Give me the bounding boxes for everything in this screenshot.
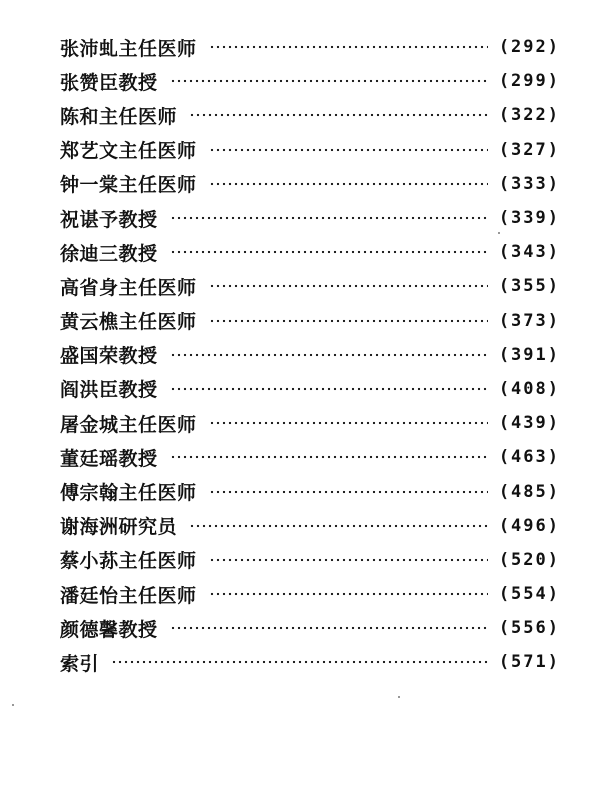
toc-entry[interactable]: [60, 543, 560, 577]
toc-entry-title: 张赞臣教授: [60, 71, 158, 94]
toc-entry-title: 高省身主任医师: [60, 276, 197, 299]
dot-leader: [189, 522, 488, 530]
dot-leader: [209, 419, 488, 427]
dot-leader: [111, 658, 488, 666]
dot-leader: [170, 248, 488, 256]
dot-leader: [209, 146, 488, 154]
toc-entry-page: (343): [498, 242, 560, 263]
toc-entry-title: 盛国荣教授: [60, 345, 158, 368]
dot-leader: [209, 488, 488, 496]
toc-entry-title: 陈和主任医师: [60, 105, 178, 128]
toc-entry[interactable]: [60, 64, 560, 98]
dot-leader: [170, 77, 488, 85]
toc-entry-page: (408): [498, 378, 560, 399]
toc-entry[interactable]: [60, 611, 560, 645]
dot-leader: [209, 43, 488, 51]
dot-leader: [170, 214, 488, 222]
scan-speck: [498, 232, 500, 234]
toc-entry-page: (485): [498, 481, 560, 502]
toc-entry-page: (322): [498, 105, 560, 126]
toc-entry-title: 徐迪三教授: [60, 242, 158, 265]
toc-entry-page: (439): [498, 413, 560, 434]
toc-entry-title: 颜德馨教授: [60, 618, 158, 641]
toc-entry-page: (520): [498, 549, 560, 570]
toc-entry-title: 阎洪臣教授: [60, 379, 158, 402]
toc-entry-title: 傅宗翰主任医师: [60, 482, 197, 505]
toc-entry-title: 钟一棠主任医师: [60, 174, 197, 197]
scan-speck: [398, 696, 400, 698]
dot-leader: [170, 385, 488, 393]
toc-entry-title: 谢海洲研究员: [60, 516, 178, 539]
toc-entry[interactable]: [60, 509, 560, 543]
toc-entry[interactable]: [60, 577, 560, 611]
toc-entry-page: (355): [498, 276, 560, 297]
toc-entry-page: (373): [498, 310, 560, 331]
dot-leader: [209, 317, 488, 325]
toc-entry-title: 屠金城主任医师: [60, 413, 197, 436]
toc-entry[interactable]: [60, 269, 560, 303]
toc-entry-title: 郑艺文主任医师: [60, 140, 197, 163]
toc-entry-page: (327): [498, 139, 560, 160]
toc-entry-page: (554): [498, 584, 560, 605]
toc-entry[interactable]: [60, 133, 560, 167]
toc-entry-page: (339): [498, 208, 560, 229]
toc-entry-page: (496): [498, 515, 560, 536]
toc-entry[interactable]: [60, 235, 560, 269]
dot-leader: [189, 111, 488, 119]
toc-entry[interactable]: [60, 474, 560, 508]
toc-entry-title: 张沛虬主任医师: [60, 37, 197, 60]
toc-entry[interactable]: [60, 440, 560, 474]
toc-entry-title: 董廷瑶教授: [60, 447, 158, 470]
scan-speck: [12, 704, 14, 706]
toc-entry-page: (333): [498, 173, 560, 194]
toc-entry[interactable]: [60, 304, 560, 338]
table-of-contents: [60, 30, 560, 680]
toc-entry-title: 黄云樵主任医师: [60, 311, 197, 334]
toc-entry[interactable]: [60, 645, 560, 679]
toc-entry-page: (391): [498, 344, 560, 365]
dot-leader: [209, 590, 488, 598]
toc-entry[interactable]: [60, 406, 560, 440]
toc-entry-title: 蔡小荪主任医师: [60, 550, 197, 573]
dot-leader: [209, 282, 488, 290]
toc-entry-page: (292): [498, 37, 560, 58]
dot-leader: [209, 556, 488, 564]
dot-leader: [209, 180, 488, 188]
toc-entry-page: (299): [498, 71, 560, 92]
toc-entry[interactable]: [60, 338, 560, 372]
toc-entry-title: 索引: [60, 652, 100, 675]
toc-entry-page: (571): [498, 652, 560, 673]
toc-entry-title: 潘廷怡主任医师: [60, 584, 197, 607]
dot-leader: [170, 624, 488, 632]
dot-leader: [170, 351, 488, 359]
toc-entry-page: (556): [498, 618, 560, 639]
toc-entry[interactable]: [60, 201, 560, 235]
toc-entry-page: (463): [498, 447, 560, 468]
toc-entry[interactable]: [60, 167, 560, 201]
toc-entry[interactable]: [60, 30, 560, 64]
toc-entry[interactable]: [60, 372, 560, 406]
dot-leader: [170, 453, 488, 461]
toc-entry-title: 祝谌予教授: [60, 208, 158, 231]
toc-entry[interactable]: [60, 98, 560, 132]
